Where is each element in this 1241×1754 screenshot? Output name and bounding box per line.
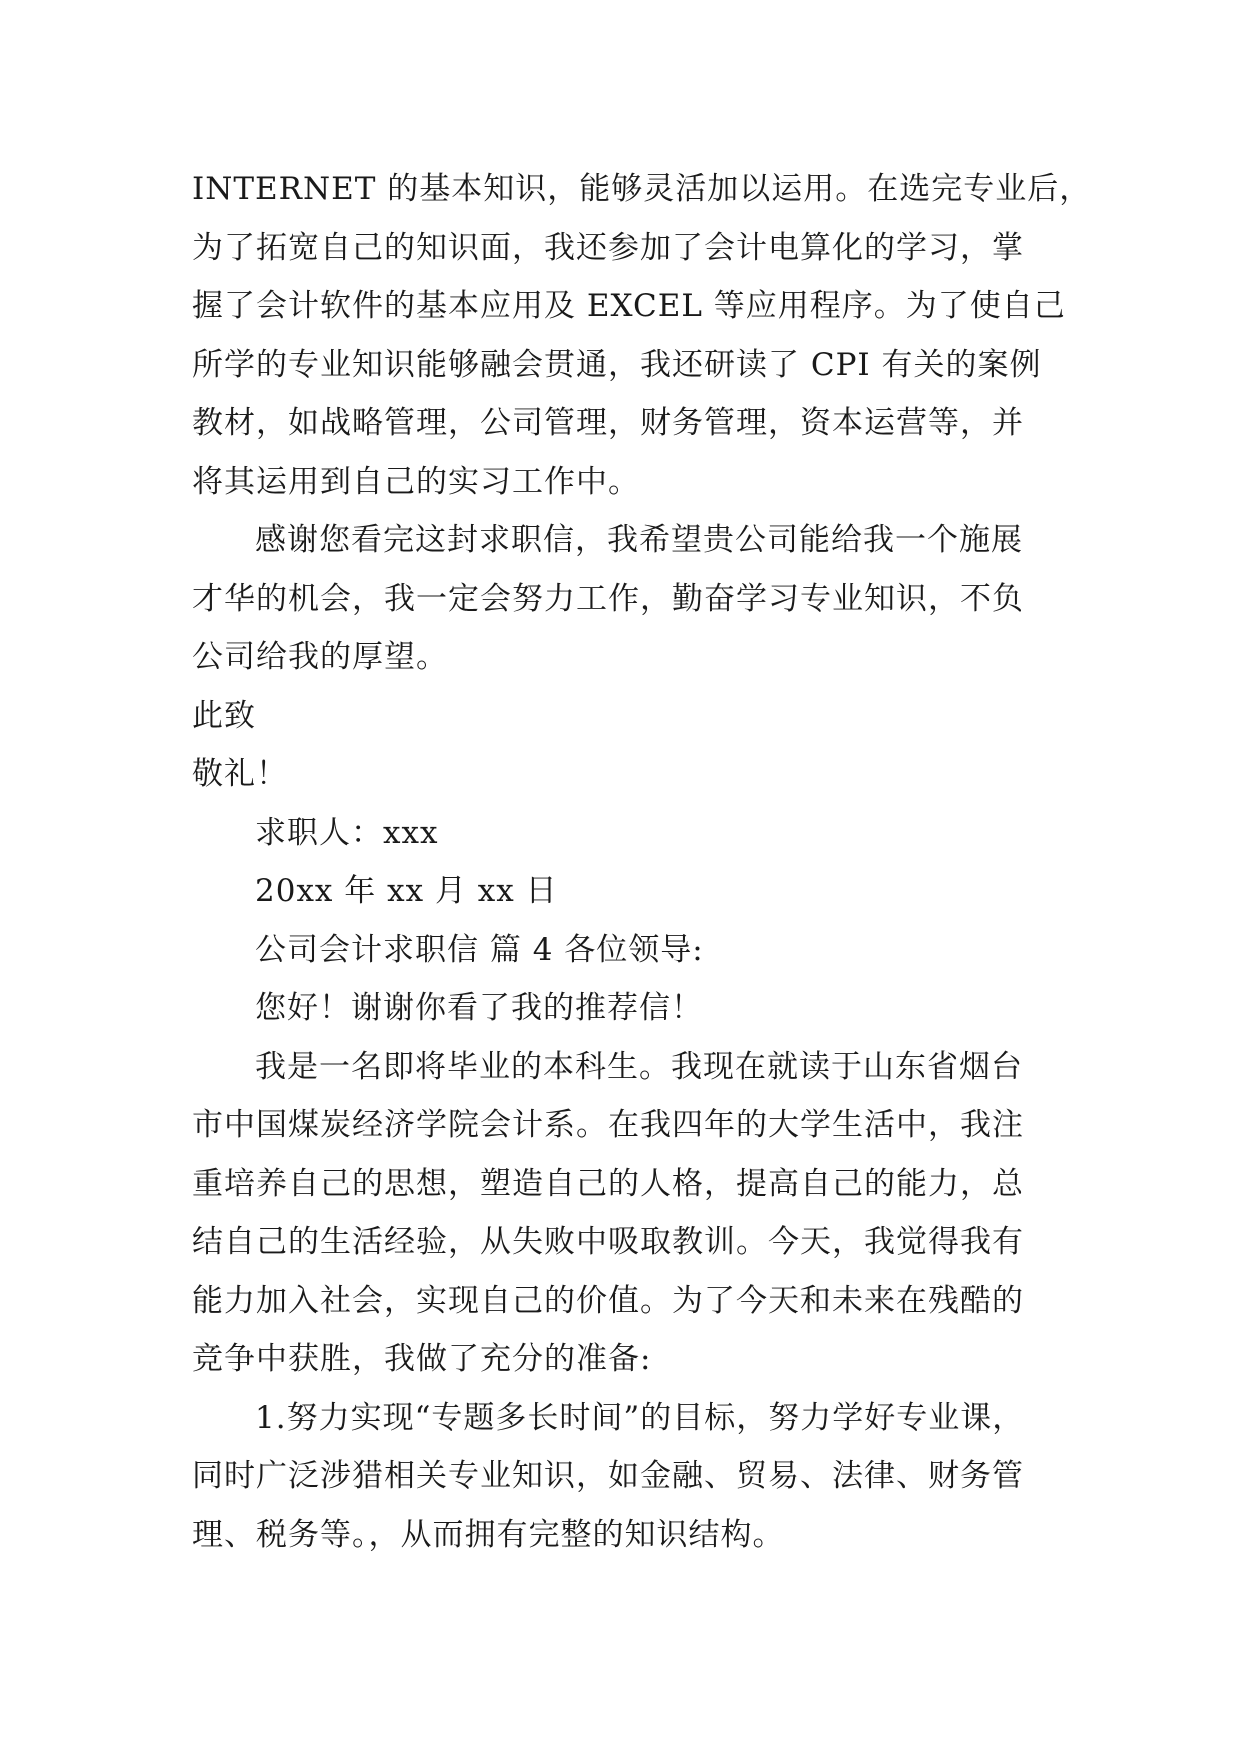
text-line: 我是一名即将毕业的本科生。我现在就读于山东省烟台: [255, 1048, 1023, 1085]
text-line: 此致: [192, 697, 256, 734]
text-line: 敬礼！: [192, 756, 288, 792]
letter-body: [192, 160, 1092, 1564]
text-line: 能力加入社会，实现自己的价值。为了今天和未来在残酷的: [192, 1282, 1024, 1319]
text-line: 市中国煤炭经济学院会计系。在我四年的大学生活中，我注: [192, 1107, 1024, 1143]
text-line: 才华的机会，我一定会努力工作，勤奋学习专业知识，不负: [192, 580, 1024, 617]
text-line: 20xx 年 xx 月 xx 日: [255, 873, 558, 909]
text-line: 公司给我的厚望。: [192, 639, 448, 675]
text-line: 结自己的生活经验，从失败中吸取教训。今天，我觉得我有: [192, 1224, 1024, 1260]
text-line: 重培养自己的思想，塑造自己的人格，提高自己的能力，总: [192, 1165, 1024, 1202]
text-line: 您好！谢谢你看了我的推荐信！: [255, 990, 703, 1026]
text-line: 1.努力实现“专题多长时间”的目标，努力学好专业课，: [255, 1399, 1025, 1436]
text-line: 握了会计软件的基本应用及 EXCEL 等应用程序。为了使自己: [192, 288, 1066, 324]
text-line: 公司会计求职信 篇 4 各位领导:: [255, 931, 704, 968]
text-line: 求职人：xxx: [255, 814, 439, 851]
text-line: INTERNET 的基本知识，能够灵活加以运用。在选完专业后，: [192, 171, 1092, 207]
text-line: 教材，如战略管理，公司管理，财务管理，资本运营等，并: [192, 405, 1024, 441]
text-line: 为了拓宽自己的知识面，我还参加了会计电算化的学习，掌: [192, 229, 1024, 266]
text-line: 竞争中获胜，我做了充分的准备:: [192, 1341, 652, 1377]
text-line: 将其运用到自己的实习工作中。: [192, 463, 640, 500]
text-line: 所学的专业知识能够融会贯通，我还研读了 CPI 有关的案例: [192, 346, 1042, 383]
text-line: 同时广泛涉猎相关专业知识，如金融、贸易、法律、财务管: [192, 1458, 1024, 1494]
text-line: 感谢您看完这封求职信，我希望贵公司能给我一个施展: [255, 522, 1023, 558]
text-line: 理、税务等。，从而拥有完整的知识结构。: [192, 1516, 785, 1553]
